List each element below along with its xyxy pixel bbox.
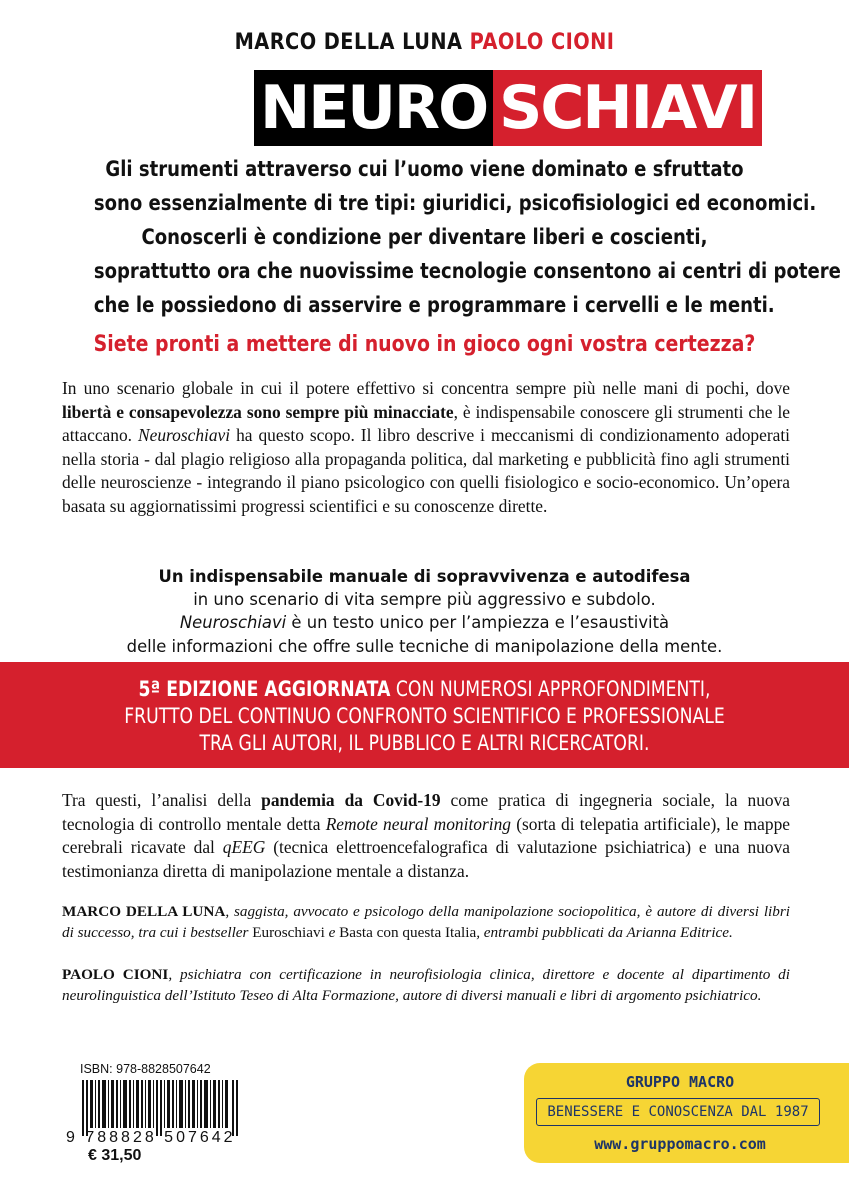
manual-line: in uno scenario di vita sempre più aggressivo e subdolo. bbox=[193, 590, 656, 610]
author-bio-della-luna bbox=[62, 902, 790, 943]
update-paragraph bbox=[62, 789, 790, 883]
paragraph-italic: Neuroschiavi bbox=[138, 425, 231, 446]
edition-banner bbox=[0, 662, 849, 768]
authors-line bbox=[51, 30, 798, 55]
intro-line: soprattutto ora che nuovissime tecnologie consentono ai centri di potere bbox=[93, 259, 841, 283]
paragraph-text: ha questo scopo. Il libro descrive i meccanismi di condizionamento adoperati nella storia - dal plagio religioso alla propaganda politica, dal marketing e pubblicità fino agli strumenti delle neuroscienze - integrando il piano psicologico con quelli fisiologico e socio-economico. Un’opera basata su aggiornatissimi progressi scientifici e su conoscenze dirette. bbox=[62, 425, 790, 516]
bio-book-title: Euroschiavi bbox=[252, 923, 325, 941]
paragraph-text: In uno scenario globale in cui il potere effettivo si concentra sempre più nelle mani di pochi, dove bbox=[62, 378, 790, 398]
edition-bold: 5ª EDIZIONE AGGIORNATA bbox=[138, 677, 391, 701]
bio-text: , saggista, avvocato e psicologo della manipolazione sociopolitica, è autore di diversi libri di successo, tra cui i bestseller bbox=[62, 903, 790, 941]
bio-name: PAOLO CIONI bbox=[62, 966, 169, 983]
author-cioni: PAOLO CIONI bbox=[469, 30, 615, 55]
bio-text: , entrambi pubblicati da Arianna Editrice. bbox=[476, 923, 733, 941]
paragraph-bold: pandemia da Covid-19 bbox=[261, 790, 441, 810]
paragraph-text: , è indispensabile conoscere gli strumenti che le attaccano. bbox=[62, 401, 791, 446]
paragraph-text: come pratica di ingegneria sociale, la nuova tecnologia di controllo mentale detta bbox=[62, 790, 791, 834]
intro-line: sono essenzialmente di tre tipi: giuridici, psicofisiologici ed economici. bbox=[93, 191, 817, 215]
paragraph-text: Tra questi, l’analisi della bbox=[62, 790, 262, 810]
ean-number: 9 788828 507642 bbox=[66, 1129, 236, 1146]
paragraph-bold: libertà e consapevolezza sono sempre più minacciate bbox=[62, 401, 454, 422]
manual-line: è un testo unico per l’ampiezza e l’esaustività bbox=[286, 613, 670, 633]
publisher-url: www.gruppomacro.com bbox=[594, 1135, 766, 1153]
paragraph-italic: Remote neural monitoring bbox=[325, 813, 511, 834]
paragraph-text: (sorta di telepatia artificiale), le mappe cerebrali ricavate dal bbox=[62, 813, 790, 858]
manual-block bbox=[0, 565, 849, 658]
bio-name: MARCO DELLA LUNA bbox=[62, 903, 226, 920]
manual-italic: Neuroschiavi bbox=[179, 613, 287, 633]
intro-block bbox=[40, 152, 841, 322]
intro-line: Conoscerli è condizione per diventare liberi e coscienti, bbox=[141, 225, 708, 249]
author-bio-cioni bbox=[62, 965, 790, 1006]
banner-line: CON NUMEROSI APPROFONDIMENTI, bbox=[390, 677, 711, 701]
publisher-slogan: BENESSERE E CONOSCENZA DAL 1987 bbox=[536, 1098, 820, 1126]
intro-line: che le possiedono di asservire e programmare i cervelli e le menti. bbox=[93, 293, 775, 317]
publisher-group: GRUPPO MACRO bbox=[625, 1073, 735, 1091]
price: € 31,50 bbox=[88, 1147, 142, 1164]
barcode bbox=[82, 1080, 238, 1136]
book-title bbox=[254, 70, 762, 146]
question-headline: Siete pronti a mettere di nuovo in gioco ogni vostra certezza? bbox=[93, 332, 756, 357]
bio-book-title: Basta con questa Italia bbox=[339, 923, 477, 941]
isbn-label: ISBN: 978-8828507642 bbox=[80, 1062, 211, 1076]
manual-headline: Un indispensabile manuale di sopravvivenza e autodifesa bbox=[158, 567, 691, 586]
bio-text: e bbox=[324, 923, 340, 941]
paragraph-text: (tecnica elettroencefalografica di valutazione psichiatrica) e una nuova testimonianza diretta di manipolazione mentale a distanza. bbox=[62, 837, 790, 881]
title-neuro: NEURO bbox=[254, 70, 493, 146]
paragraph-italic: qEEG bbox=[222, 837, 266, 858]
title-schiavi: SCHIAVI bbox=[493, 70, 762, 146]
author-della-luna: MARCO DELLA LUNA bbox=[234, 30, 463, 55]
intro-line: Gli strumenti attraverso cui l’uomo viene dominato e sfruttato bbox=[105, 157, 744, 181]
manual-line: delle informazioni che offre sulle tecniche di manipolazione della mente. bbox=[126, 636, 723, 656]
bio-text: , psichiatra con certificazione in neurofisiologia clinica, direttore e docente al dipartimento di neurolinguistica dell’Istituto Teseo di Alta Formazione, autore di diversi manuali e libri di argomento psichiatrico. bbox=[62, 966, 790, 1004]
banner-line: FRUTTO DEL CONTINUO CONFRONTO SCIENTIFICO E PROFESSIONALE bbox=[124, 704, 725, 728]
description-paragraph bbox=[62, 377, 790, 519]
publisher-badge bbox=[524, 1063, 849, 1163]
banner-line: TRA GLI AUTORI, IL PUBBLICO E ALTRI RICERCATORI. bbox=[199, 731, 650, 755]
